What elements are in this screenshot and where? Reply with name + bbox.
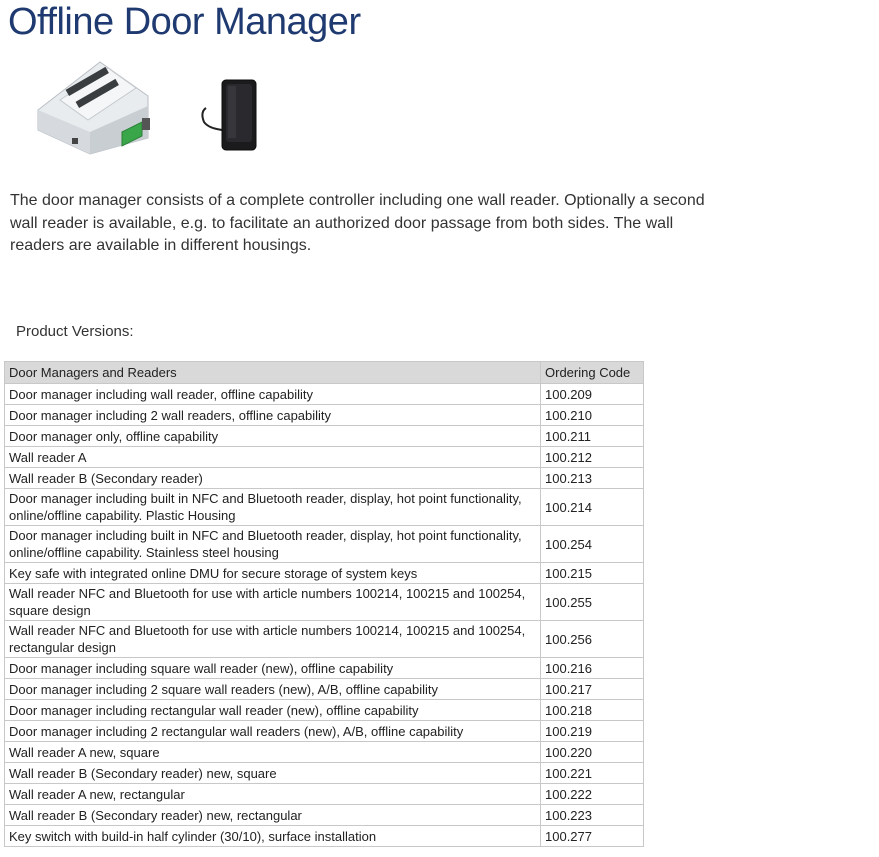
product-name: Door manager only, offline capability: [5, 426, 541, 447]
product-name: Door manager including rectangular wall reader (new), offline capability: [5, 700, 541, 721]
table-row: [5, 447, 644, 468]
product-name: Door manager including wall reader, offline capability: [5, 384, 541, 405]
product-versions-table: [4, 361, 644, 847]
table-row: [5, 621, 644, 658]
ordering-code: 100.223: [541, 805, 644, 826]
product-name: Wall reader B (Secondary reader) new, rectangular: [5, 805, 541, 826]
product-name: Key switch with build-in half cylinder (30/10), surface installation: [5, 826, 541, 847]
product-name: Wall reader A new, square: [5, 742, 541, 763]
table-row: [5, 426, 644, 447]
ordering-code: 100.220: [541, 742, 644, 763]
product-name: Door manager including square wall reader (new), offline capability: [5, 658, 541, 679]
ordering-code: 100.219: [541, 721, 644, 742]
ordering-code: 100.256: [541, 621, 644, 658]
product-name: Door manager including 2 wall readers, offline capability: [5, 405, 541, 426]
page-title: Offline Door Manager: [8, 1, 361, 43]
ordering-code: 100.255: [541, 584, 644, 621]
product-name: Wall reader B (Secondary reader) new, square: [5, 763, 541, 784]
description: The door manager consists of a complete controller including one wall reader. Optionally a second wall reader is available, e.g. to facilitate an authorized door passage from both sides. The wall readers are available in different housings.: [10, 192, 705, 254]
product-name: Wall reader A: [5, 447, 541, 468]
ordering-code: 100.221: [541, 763, 644, 784]
ordering-code: 100.214: [541, 489, 644, 526]
product-name: Wall reader B (Secondary reader): [5, 468, 541, 489]
product-name: Key safe with integrated online DMU for secure storage of system keys: [5, 563, 541, 584]
ordering-code: 100.215: [541, 563, 644, 584]
table-row: [5, 763, 644, 784]
table-header-row: [5, 362, 644, 384]
column-header-name: Door Managers and Readers: [5, 362, 541, 384]
product-name: Door manager including 2 square wall readers (new), A/B, offline capability: [5, 679, 541, 700]
table-row: [5, 826, 644, 847]
ordering-code: 100.212: [541, 447, 644, 468]
ordering-code: 100.211: [541, 426, 644, 447]
ordering-code: 100.254: [541, 526, 644, 563]
product-name: Wall reader NFC and Bluetooth for use with article numbers 100214, 100215 and 100254, square design: [5, 584, 541, 621]
table-row: [5, 384, 644, 405]
table-row: [5, 468, 644, 489]
table-row: [5, 658, 644, 679]
table-row: [5, 584, 644, 621]
product-name: Door manager including built in NFC and Bluetooth reader, display, hot point functionality, online/offline capability. Plastic Housing: [5, 489, 541, 526]
product-name: Door manager including 2 rectangular wall readers (new), A/B, offline capability: [5, 721, 541, 742]
ordering-code: 100.210: [541, 405, 644, 426]
table-row: [5, 784, 644, 805]
product-name: Door manager including built in NFC and Bluetooth reader, display, hot point functionality, online/offline capability. Stainless steel housing: [5, 526, 541, 563]
door-manager-controller-image: [30, 58, 280, 158]
table-row: [5, 805, 644, 826]
table-row: [5, 742, 644, 763]
ordering-code: 100.216: [541, 658, 644, 679]
table-row: [5, 526, 644, 563]
ordering-code: 100.222: [541, 784, 644, 805]
table-row: [5, 721, 644, 742]
product-name: Wall reader A new, rectangular: [5, 784, 541, 805]
ordering-code: 100.209: [541, 384, 644, 405]
column-header-code: Ordering Code: [541, 362, 644, 384]
table-row: [5, 679, 644, 700]
table-row: [5, 563, 644, 584]
table-row: [5, 489, 644, 526]
ordering-code: 100.213: [541, 468, 644, 489]
ordering-code: 100.217: [541, 679, 644, 700]
table-row: [5, 405, 644, 426]
ordering-code: 100.277: [541, 826, 644, 847]
product-name: Wall reader NFC and Bluetooth for use with article numbers 100214, 100215 and 100254, rectangular design: [5, 621, 541, 658]
table-row: [5, 700, 644, 721]
ordering-code: 100.218: [541, 700, 644, 721]
product-images: [30, 58, 280, 158]
wall-reader-image: [202, 80, 256, 150]
versions-label: Product Versions:: [16, 323, 134, 340]
